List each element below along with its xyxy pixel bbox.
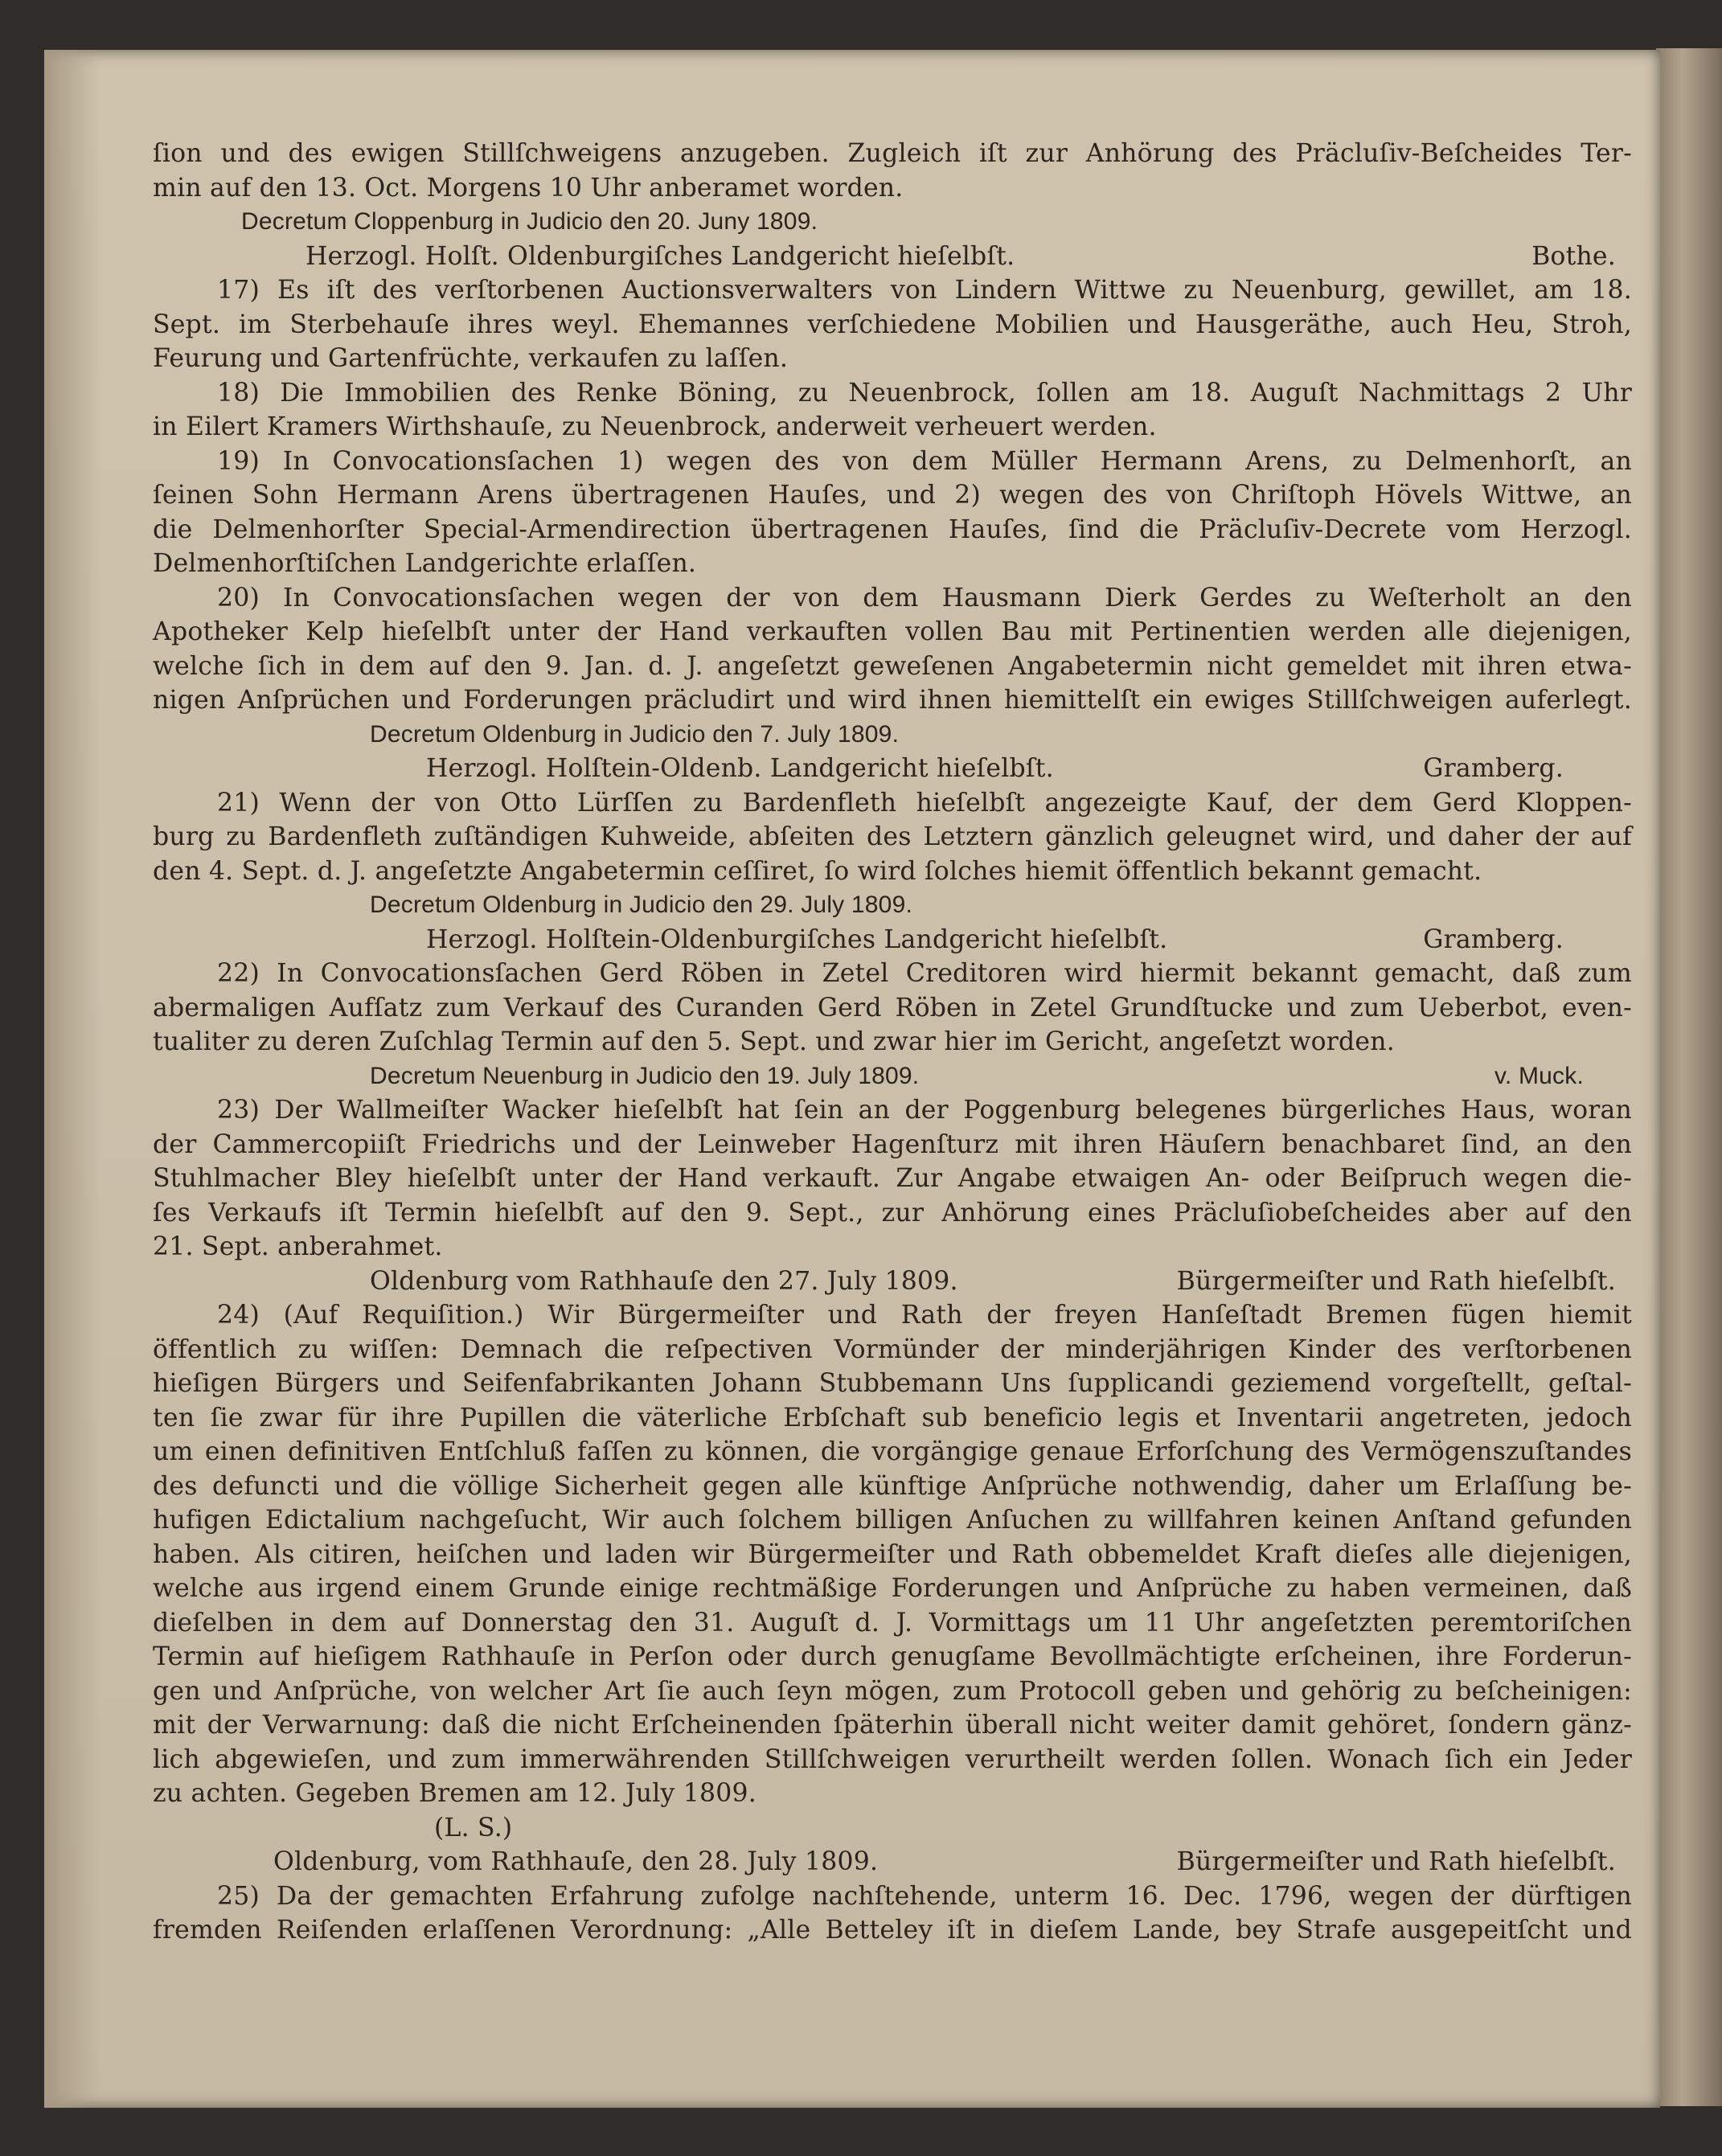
item-24-line: um einen definitiven Entſchluß faſſen zu können, die vorgängige genaue Erforſchung des Vermögenszuſtandes [153,1437,1632,1466]
place-date: Oldenburg, vom Rathhauſe, den 28. July 1809. [273,1847,879,1876]
item-24-line: gen und Anſprüche, von welcher Art ſie auch ſeyn mögen, zum Protocoll geben und gehörig zu beſcheinigen: [153,1676,1632,1706]
signature-holstein-2 [153,752,1632,786]
decree-text: Decretum Neuenburg in Judicio den 19. July 1809. [370,1062,920,1089]
item-20-line: Apotheker Kelp hieſelbſt unter der Hand verkauften vollen Bau mit Pertinentien werden alle diejenigen, [153,617,1632,646]
item-17-line: 17) Es iſt des verſtorbenen Auctionsverwalters von Lindern Wittwe zu Neuenburg, gewillet, am 18. [217,276,1632,305]
place-date: Oldenburg vom Rathhauſe den 27. July 1809. [370,1266,958,1296]
item-24-line: zu achten. Gegeben Bremen am 12. July 1809. [153,1779,756,1808]
court-name: Herzogl. Holſtein-Oldenburgiſches Landgericht hieſelbſt. [426,924,1168,954]
page-text [153,137,1632,1948]
item-19-line: die Delmenhorſter Special-Armendirection übertragenen Hauſes, ſind die Präcluſiv-Decrete vom Herzogl. [153,514,1632,544]
item-20-line: welche ſich in dem auf den 9. Jan. d. J. angeſetzt geweſenen Angabetermin nicht gemeldet mit ihren etwa- [153,651,1632,681]
signatory: v. Muck. [1494,1062,1584,1089]
signature-holstein-3 [153,923,1632,957]
item-22-line: 22) In Convocationsſachen Gerd Röben in Zetel Creditoren wird hiermit bekannt gemacht, daß zum [217,959,1632,988]
page-gutter [44,50,100,2108]
item-23-line: Stuhlmacher Bley hieſelbſt unter der Hand verkauft. Zur Angabe etwaigen An- oder Beiſpruch wegen die- [153,1164,1632,1193]
item-24-line: öffentlich zu wiſſen: Demnach die reſpectiven Vormünder der minderjährigen Kinder des verſtorbenen [153,1334,1632,1364]
text-line: min auf den 13. Oct. Morgens 10 Uhr anberamet worden. [153,173,904,203]
item-24-line: hufigen Edictalium nachgeſucht, Wir auch ſolchem billigen Anſuchen zu willfahren keinen Anſtand gefunden [153,1506,1632,1535]
item-23-line: ſes Verkaufs iſt Termin hieſelbſt auf den 9. Sept., zur Anhörung eines Präcluſiobeſcheides aber auf den [153,1198,1632,1228]
item-23-line: der Cammercopiiſt Friedrichs und der Leinweber Hagenſturz mit ihren Häuſern benachbaret ſind, an den [153,1129,1632,1159]
item-24-line: Termin auf hieſigem Rathhauſe in Perſon oder durch genugſame Bevollmächtigte erſcheinen, ihre Forderun- [153,1642,1632,1671]
item-20-line: 20) In Convocationsſachen wegen der von dem Hausmann Dierk Gerdes zu Weſterholt an den [217,583,1632,613]
item-24-line: haben. Als citiren, heiſchen und laden wir Bürgermeiſter und Rath obbemeldet Kraft dieſes alle diejenigen, [153,1539,1632,1569]
decree-neuenburg [153,1060,1632,1094]
item-24-line: hieſigen Bürgers und Seifenfabrikanten Johann Stubbemann Uns ſupplicandi geziemend vorgeſtellt, geſtal- [153,1369,1632,1398]
text-line: ſion und des ewigen Stillſchweigens anzugeben. Zugleich iſt zur Anhörung des Präcluſiv-Beſcheides Ter- [153,139,1632,168]
signature-holstein-1 [153,240,1632,274]
item-25-line: fremden Reiſenden erlaſſenen Verordnung: „Alle Betteley iſt in dieſem Lande, bey Strafe ausgepeitſcht und [153,1916,1632,1945]
signature-rathhaus-28 [153,1845,1632,1879]
item-19-line: Delmenhorſtiſchen Landgerichte erlaſſen. [153,549,697,578]
signatory: Bürgermeiſter und Rath hieſelbſt. [1176,1847,1616,1876]
decree-cloppenburg: Decretum Cloppenburg in Judicio den 20. Juny 1809. [241,208,818,235]
item-24-line: des defuncti und die völlige Sicherheit gegen alle künftige Anſprüche nothwendig, daher um Erlaſſung be- [153,1471,1632,1501]
item-21-line: 21) Wenn der von Otto Lürſſen zu Bardenfleth hieſelbſt angezeigte Kauf, der dem Gerd Kloppen- [217,788,1632,818]
seal-mark: (L. S.) [434,1813,513,1842]
item-17-line: Sept. im Sterbehauſe ihres weyl. Ehemannes verſchiedene Mobilien und Hausgeräthe, auch Heu, Stroh, [153,309,1632,339]
item-24-line: lich abgewieſen, und zum immerwährenden Stillſchweigen verurtheilt werden ſollen. Wonach ſich ein Jeder [153,1744,1632,1774]
item-25-line: 25) Da der gemachten Erfahrung zufolge nachſtehende, unterm 16. Dec. 1796, wegen der dürftigen [217,1881,1632,1911]
item-22-line: tualiter zu deren Zuſchlag Termin auf den 5. Sept. und zwar hier im Gericht, angeſetzt worden. [153,1027,1395,1056]
court-name: Herzogl. Holſtein-Oldenb. Landgericht hieſelbſt. [426,754,1054,783]
item-21-line: burg zu Bardenfleth zuſtändigen Kuhweide, abſeiten des Letztern gänzlich geleugnet wird, und daher der auf [153,822,1632,851]
item-19-line: 19) In Convocationsſachen 1) wegen des von dem Müller Hermann Arens, zu Delmenhorſt, an [217,446,1632,476]
item-18-line: in Eilert Kramers Wirthshauſe, zu Neuenbrock, anderweit verheuert werden. [153,412,1157,441]
item-23-line: 21. Sept. anberahmet. [153,1232,443,1261]
item-24-line: 24) (Auf Requiſition.) Wir Bürgermeiſter und Rath der freyen Hanſeſtadt Bremen fügen hiemit [217,1301,1632,1330]
signatory: Bothe. [1531,241,1616,271]
decree-oldenburg-29: Decretum Oldenburg in Judicio den 29. July 1809. [370,892,912,918]
signatory: Bürgermeiſter und Rath hieſelbſt. [1176,1266,1616,1296]
item-20-line: nigen Anſprüchen und Forderungen präcludirt und wird ihnen hiemittelſt ein ewiges Stillſchweigen auferlegt. [153,686,1632,715]
item-24-line: ten ſie zwar für ihre Pupillen die väterliche Erbſchaft sub beneficio legis et Inventarii angetreten, jedoch [153,1403,1632,1433]
item-24-line: welche aus irgend einem Grunde einige rechtmäßige Forderungen und Anſprüche zu haben vermeinen, daß [153,1574,1632,1603]
decree-oldenburg-7: Decretum Oldenburg in Judicio den 7. July 1809. [370,720,900,748]
signatory: Gramberg. [1423,924,1564,954]
item-24-line: dieſelben in dem auf Donnerstag den 31. Auguſt d. J. Vormittags um 11 Uhr angeſetzten peremtoriſchen [153,1608,1632,1637]
item-18-line: 18) Die Immobilien des Renke Böning, zu Neuenbrock, ſollen am 18. Auguſt Nachmittags 2 Uhr [217,378,1632,408]
item-22-line: abermaligen Aufſatz zum Verkauf des Curanden Gerd Röben in Zetel Grundſtucke und zum Ueberbot, even- [153,993,1632,1023]
item-21-line: den 4. Sept. d. J. angeſetzte Angabetermin ceſſiret, ſo wird ſolches hiemit öffentlich bekannt gemacht. [153,856,1482,886]
item-23-line: 23) Der Wallmeiſter Wacker hieſelbſt hat ſein an der Poggenburg belegenes bürgerliches Haus, woran [217,1096,1632,1125]
page-edge-stack [1656,48,1722,2106]
item-17-line: Feurung und Gartenfrüchte, verkaufen zu laſſen. [153,344,789,373]
court-name: Herzogl. Holſt. Oldenburgiſches Landgericht hieſelbſt. [305,241,1015,271]
item-24-line: mit der Verwarnung: daß die nicht Erſcheinenden ſpäterhin überall nicht weiter damit gehöret, ſondern gänz- [153,1711,1632,1740]
signatory: Gramberg. [1423,754,1564,783]
item-19-line: ſeinen Sohn Hermann Arens übertragenen Hauſes, und 2) wegen des von Chriſtoph Hövels Wittwe, an [153,481,1632,510]
signature-rathhaus-27 [153,1264,1632,1299]
